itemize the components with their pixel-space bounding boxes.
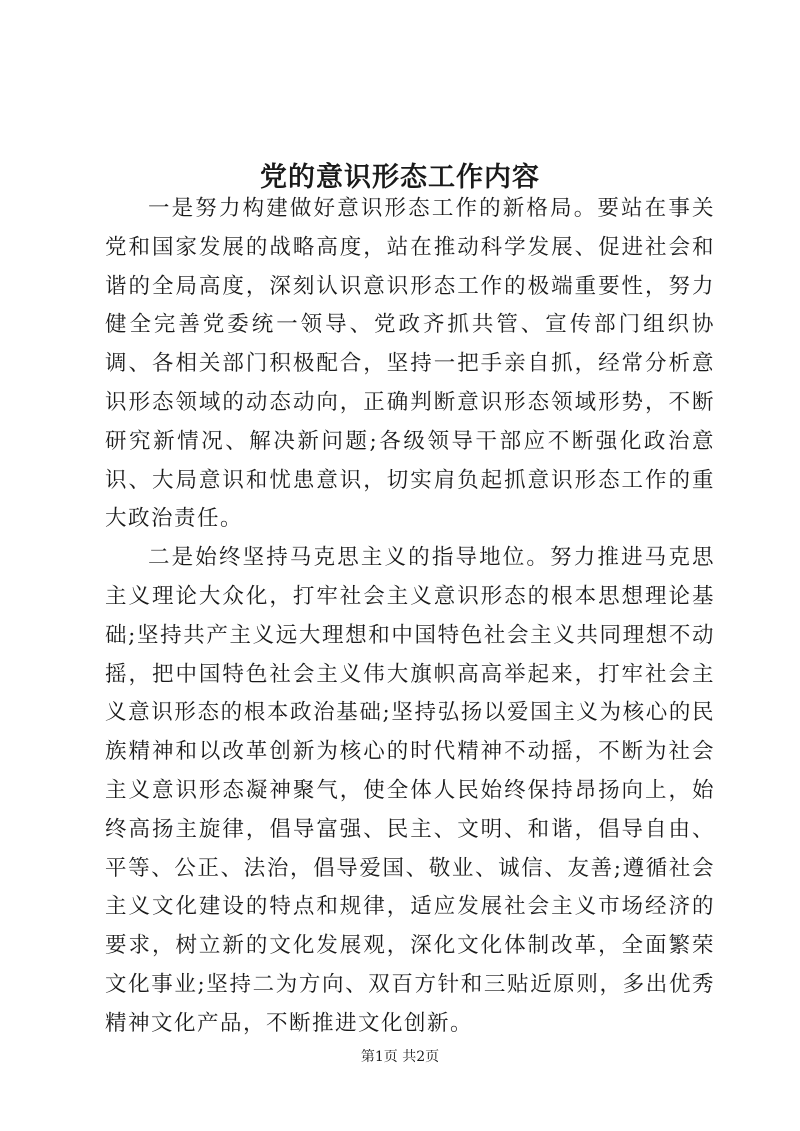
page-footer: 第1页 共2页 [360, 1049, 440, 1065]
document-title: 党的意识形态工作内容 [260, 162, 540, 194]
paragraph-1: 一是努力构建做好意识形态工作的新格局。要站在事关党和国家发展的战略高度，站在推动科学发展、促进社会和谐的全局高度，深刻认识意识形态工作的极端重要性，努力健全完善党委统一领导、党政齐抓共管、宣传部门组织协调、各相关部门积极配合，坚持一把手亲自抓，经常分析意识形态领域的动态动向，正确判断意识形态领域形势，不断研究新情况、解决新问题;各级领导干部应不断强化政治意识、大局意识和忧患意识，切实肩负起抓意识形态工作的重大政治责任。 [105, 196, 715, 532]
paragraph-2: 二是始终坚持马克思主义的指导地位。努力推进马克思主义理论大众化，打牢社会主义意识形态的根本思想理论基础;坚持共产主义远大理想和中国特色社会主义共同理想不动摇，把中国特色社会主义伟大旗帜高高举起来，打牢社会主义意识形态的根本政治基础;坚持弘扬以爱国主义为核心的民族精神和以改革创新为核心的时代精神不动摇，不断为社会主义意识形态凝神聚气，使全体人民始终保持昂扬向上，始终高扬主旋律，倡导富强、民主、文明、和谐，倡导自由、平等、公正、法治，倡导爱国、敬业、诚信、友善;遵循社会主义文化建设的特点和规律，适应发展社会主义市场经济的要求，树立新的文化发展观，深化文化体制改革，全面繁荣文化事业;坚持二为方向、双百方针和三贴近原则，多出优秀精神文化产品，不断推进文化创新。 [105, 545, 715, 1036]
document-body [105, 190, 715, 1044]
